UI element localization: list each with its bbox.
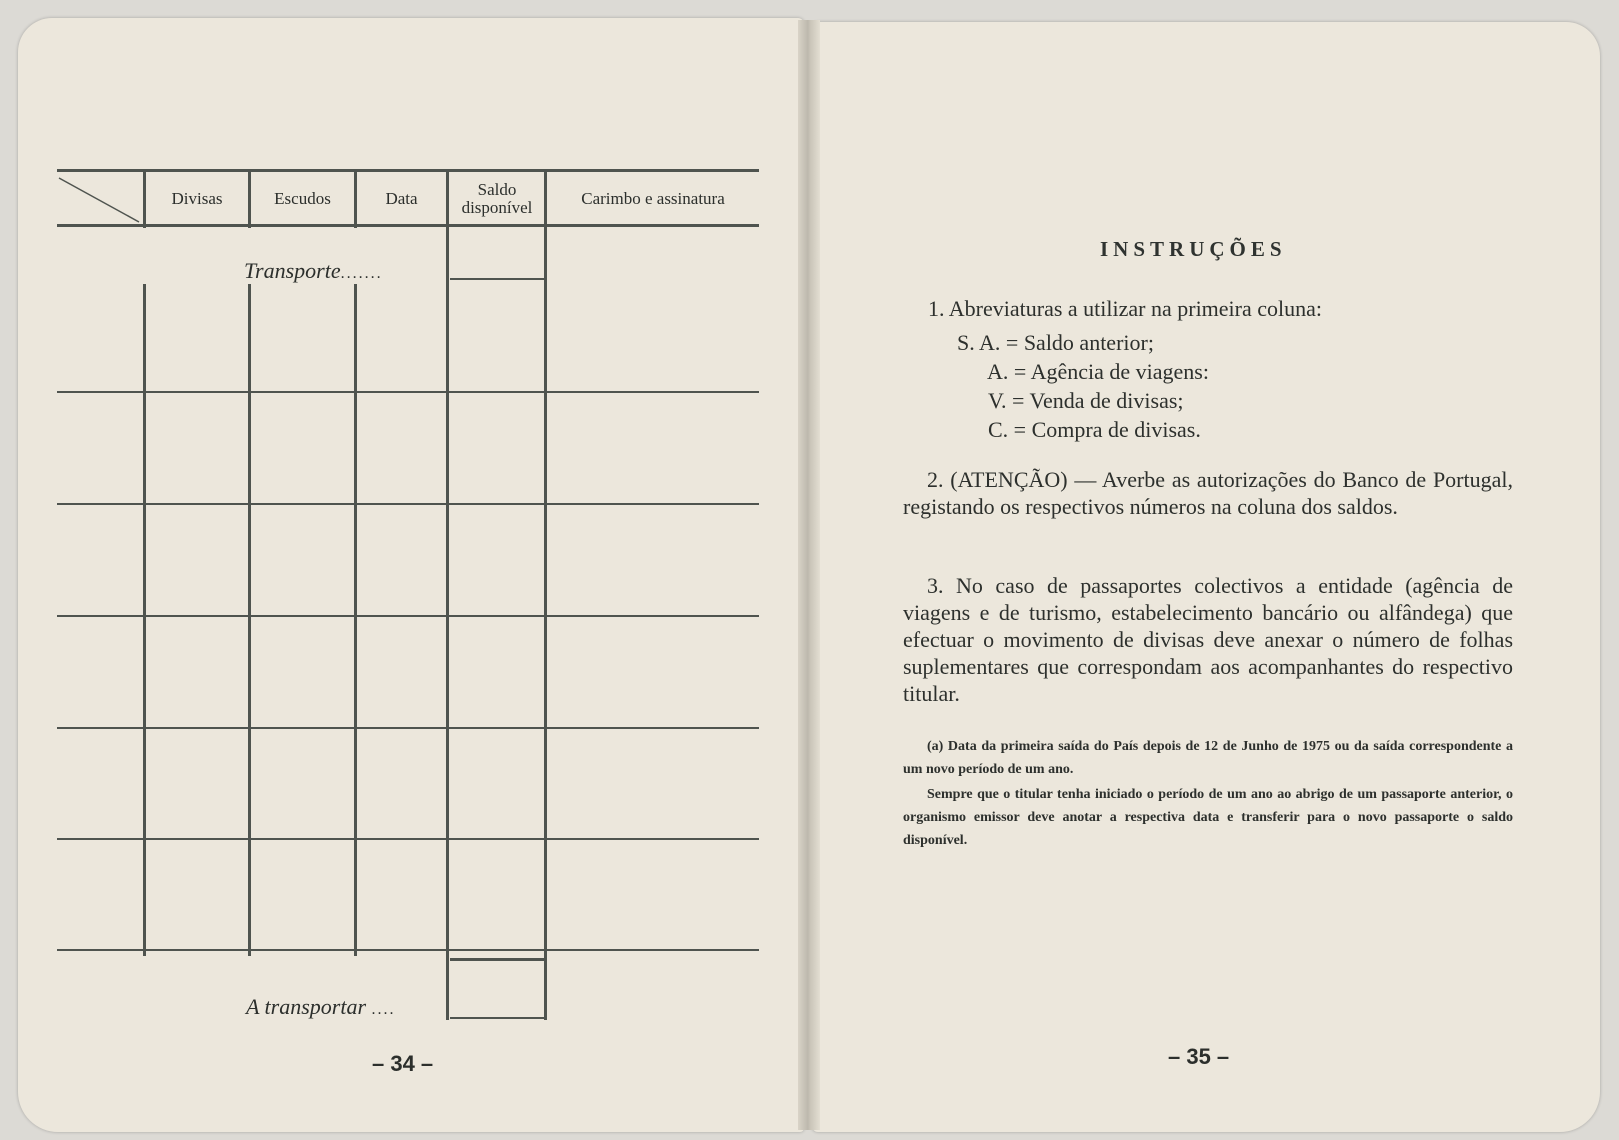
column-line-5 xyxy=(544,228,547,1020)
header-data: Data xyxy=(385,189,418,208)
abbrev-a: A. = Agência de viagens: xyxy=(987,359,1209,384)
page-number-right: – 35 – xyxy=(1168,1044,1230,1069)
column-line-2 xyxy=(248,284,251,956)
carry-out-text: A transportar xyxy=(246,994,367,1019)
header-saldo-disponivel: Saldo disponível xyxy=(461,180,533,217)
header-carimbo-assinatura: Carimbo e assinatura xyxy=(581,189,725,208)
header-divisas: Divisas xyxy=(171,189,223,208)
row-rule-3 xyxy=(57,615,759,617)
row-rule-4 xyxy=(57,727,759,729)
carry-out-label xyxy=(246,994,396,1020)
row-rule-1 xyxy=(57,391,759,393)
abbrev-c: C. = Compra de divisas. xyxy=(988,417,1201,442)
header-diagonal-mark xyxy=(57,172,141,226)
carry-out-rule xyxy=(450,1017,544,1019)
carry-in-text: Transporte xyxy=(244,258,341,283)
row-rule-5 xyxy=(57,838,759,840)
instruction-3: 3. No caso de passaportes colectivos a entidade (agência de viagens e de turismo, estabelecimento bancário ou alfândega) que efectuar o movimento de divisas deve anexar o número de folhas suplementares que correspondam aos acompanhantes do respectivo titular. xyxy=(903,573,1513,706)
table-top-rule xyxy=(57,169,759,172)
carry-in-rule xyxy=(450,278,544,280)
footnote-a: (a) Data da primeira saída do País depois de 12 de Junho de 1975 ou da saída correspondente a um novo período de um ano. xyxy=(903,739,1513,777)
header-divider-4 xyxy=(446,172,449,228)
header-bottom-rule xyxy=(57,224,759,227)
abbrev-sa: S. A. = Saldo anterior; xyxy=(957,330,1154,355)
instruction-2: 2. (ATENÇÃO) — Averbe as autorizações do Banco de Portugal, registando os respectivos números na coluna dos saldos. xyxy=(903,467,1513,519)
column-line-1 xyxy=(143,284,146,956)
carry-out-dots: .... xyxy=(371,1001,396,1018)
saldo-total-rule xyxy=(450,958,544,961)
abbrev-v: V. = Venda de divisas; xyxy=(988,388,1184,413)
footnote-b: Sempre que o titular tenha iniciado o período de um ano ao abrigo de um passaporte anterior, o organismo emissor deve anotar a respectiva data e transferir para o novo passaporte o saldo disponível. xyxy=(903,787,1513,848)
instruction-1-intro: 1. Abreviaturas a utilizar na primeira coluna: xyxy=(928,296,1323,321)
carry-in-dots: ....... xyxy=(340,265,383,282)
column-line-3 xyxy=(354,284,357,956)
carry-in-label xyxy=(244,258,383,284)
book-gutter xyxy=(798,20,820,1130)
header-escudos: Escudos xyxy=(274,189,331,208)
column-line-4 xyxy=(446,228,449,1020)
instructions-title: INSTRUÇÕES xyxy=(1100,237,1287,261)
row-rule-6 xyxy=(57,949,759,951)
page-number-left: – 34 – xyxy=(372,1051,434,1076)
row-rule-2 xyxy=(57,503,759,505)
